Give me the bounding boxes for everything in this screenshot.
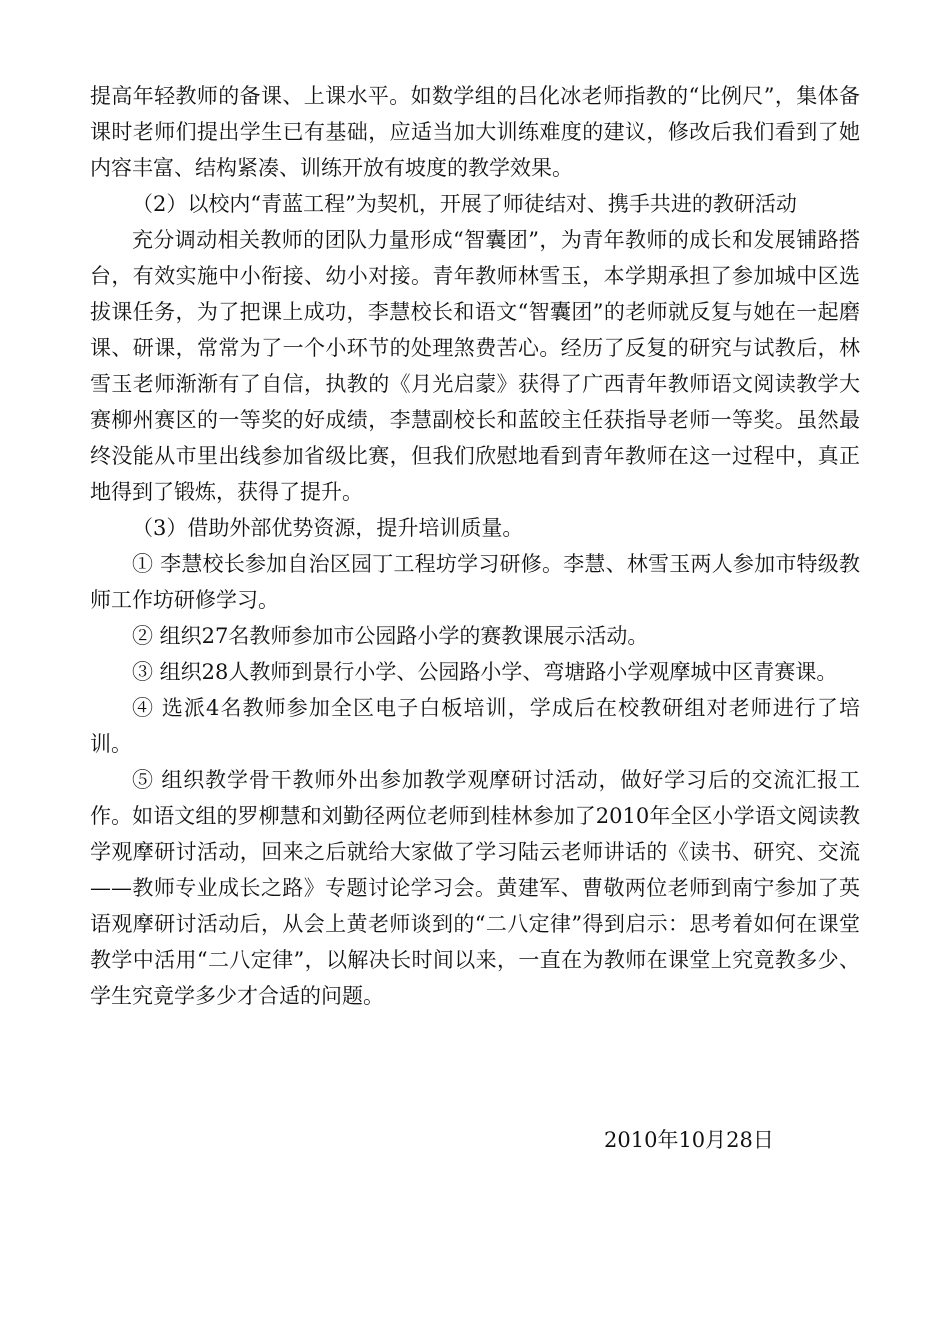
- document-date: 2010年10月28日: [604, 1128, 774, 1152]
- document-body: [90, 78, 860, 1014]
- paragraph-lesson-prep: 提高年轻教师的备课、上课水平。如数学组的吕化冰老师指教的“比例尺”，集体备课时老师们提出学生已有基础，应适当加大训练难度的建议，修改后我们看到了她内容丰富、结构紧凑、训练开放有坡度的教学效果。: [90, 84, 860, 180]
- paragraph-heading-external: （3）借助外部优势资源，提升培训质量。: [132, 516, 524, 540]
- list-item-4: ④ 选派4名教师参加全区电子白板培训，学成后在校教研组对老师进行了培训。: [90, 696, 860, 756]
- paragraph-think-tank: 充分调动相关教师的团队力量形成“智囊团”，为青年教师的成长和发展铺路搭台，有效实施中小衔接、幼小对接。青年教师林雪玉，本学期承担了参加城中区选拔课任务，为了把课上成功，李慧校长和语文“智囊团”的老师就反复与她在一起磨课、研课，常常为了一个小环节的处理煞费苦心。经历了反复的研究与试教后，林雪玉老师渐渐有了自信，执教的《月光启蒙》获得了广西青年教师语文阅读教学大赛柳州赛区的一等奖的好成绩，李慧副校长和蓝皎主任获指导老师一等奖。虽然最终没能从市里出线参加省级比赛，但我们欣慰地看到青年教师在这一过程中，真正地得到了锻炼，获得了提升。: [90, 228, 860, 504]
- list-item-5: ⑤ 组织教学骨干教师外出参加教学观摩研讨活动，做好学习后的交流汇报工作。如语文组的罗柳慧和刘勤径两位老师到桂林参加了2010年全区小学语文阅读教学观摩研讨活动，回来之后就给大家做了学习陆云老师讲话的《读书、研究、交流——教师专业成长之路》专题讨论学习会。黄建军、曹敬两位老师到南宁参加了英语观摩研讨活动后，从会上黄老师谈到的“二八定律”得到启示：思考着如何在课堂教学中活用“二八定律”，以解决长时间以来，一直在为教师在课堂上究竟教多少、学生究竟学多少才合适的问题。: [90, 768, 860, 1008]
- list-item-3: ③ 组织28人教师到景行小学、公园路小学、弯塘路小学观摩城中区青赛课。: [132, 660, 838, 684]
- list-item-1: ① 李慧校长参加自治区园丁工程坊学习研修。李慧、林雪玉两人参加市特级教师工作坊研修学习。: [90, 552, 860, 612]
- list-item-2: ② 组织27名教师参加市公园路小学的赛教课展示活动。: [132, 624, 649, 648]
- paragraph-heading-qinglan: （2）以校内“青蓝工程”为契机，开展了师徒结对、携手共进的教研活动: [132, 192, 797, 216]
